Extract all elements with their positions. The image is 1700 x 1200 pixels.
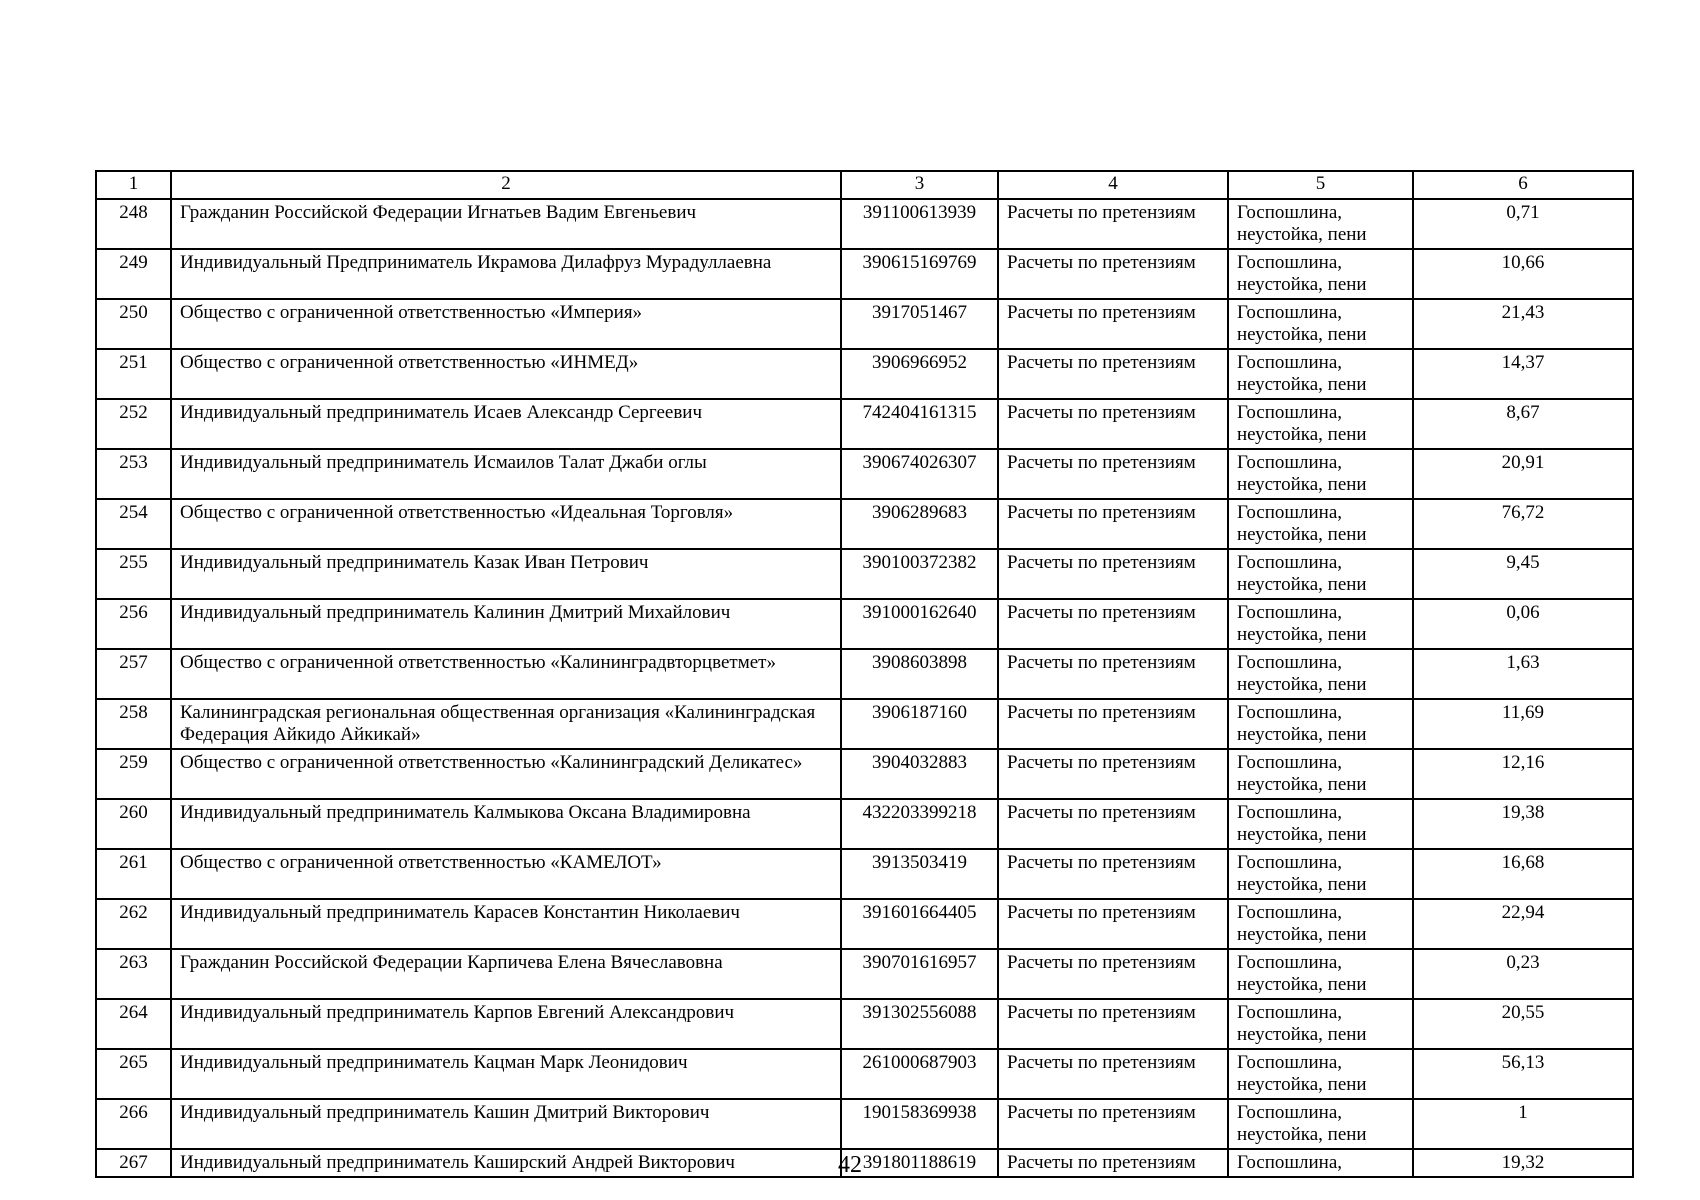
inn-cell: 3906187160 <box>841 699 998 749</box>
table-row <box>96 449 1633 499</box>
table-row <box>96 399 1633 449</box>
column-header-1: 1 <box>96 171 171 199</box>
table-row <box>96 499 1633 549</box>
payment-type-cell: Госпошлина, неустойка, пени <box>1228 249 1413 299</box>
payment-type-cell: Госпошлина, неустойка, пени <box>1228 199 1413 249</box>
table-row <box>96 699 1633 749</box>
row-number: 252 <box>96 399 171 449</box>
inn-cell: 390100372382 <box>841 549 998 599</box>
basis-cell: Расчеты по претензиям <box>998 699 1228 749</box>
row-number: 248 <box>96 199 171 249</box>
counterparty-name: Общество с ограниченной ответственностью «Идеальная Торговля» <box>171 499 841 549</box>
inn-cell: 3904032883 <box>841 749 998 799</box>
row-number: 262 <box>96 899 171 949</box>
row-number: 263 <box>96 949 171 999</box>
payment-type-cell: Госпошлина, <box>1228 1149 1413 1177</box>
amount-cell: 19,32 <box>1413 1149 1633 1177</box>
inn-cell: 432203399218 <box>841 799 998 849</box>
table-row <box>96 549 1633 599</box>
table-row <box>96 899 1633 949</box>
amount-cell: 1,63 <box>1413 649 1633 699</box>
row-number: 264 <box>96 999 171 1049</box>
payment-type-cell: Госпошлина, неустойка, пени <box>1228 799 1413 849</box>
page-number: 42 <box>838 1152 862 1178</box>
row-number: 260 <box>96 799 171 849</box>
payment-type-cell: Госпошлина, неустойка, пени <box>1228 849 1413 899</box>
basis-cell: Расчеты по претензиям <box>998 999 1228 1049</box>
basis-cell: Расчеты по претензиям <box>998 799 1228 849</box>
inn-cell: 3908603898 <box>841 649 998 699</box>
amount-cell: 56,13 <box>1413 1049 1633 1099</box>
amount-cell: 11,69 <box>1413 699 1633 749</box>
column-header-2: 2 <box>171 171 841 199</box>
counterparty-name: Общество с ограниченной ответственностью «ИНМЕД» <box>171 349 841 399</box>
payment-type-cell: Госпошлина, неустойка, пени <box>1228 1099 1413 1149</box>
amount-cell: 19,38 <box>1413 799 1633 849</box>
amount-cell: 0,23 <box>1413 949 1633 999</box>
table-row <box>96 999 1633 1049</box>
counterparty-name: Индивидуальный предприниматель Кашин Дмитрий Викторович <box>171 1099 841 1149</box>
payment-type-cell: Госпошлина, неустойка, пени <box>1228 549 1413 599</box>
amount-cell: 10,66 <box>1413 249 1633 299</box>
row-number: 265 <box>96 1049 171 1099</box>
row-number: 253 <box>96 449 171 499</box>
table-row <box>96 249 1633 299</box>
counterparty-name: Калининградская региональная общественная организация «Калининградская Федерация Айкидо Айкикай» <box>171 699 841 749</box>
counterparty-name: Индивидуальный предприниматель Кацман Марк Леонидович <box>171 1049 841 1099</box>
amount-cell: 9,45 <box>1413 549 1633 599</box>
payment-type-cell: Госпошлина, неустойка, пени <box>1228 399 1413 449</box>
row-number: 256 <box>96 599 171 649</box>
basis-cell: Расчеты по претензиям <box>998 249 1228 299</box>
counterparty-name: Индивидуальный предприниматель Карасев Константин Николаевич <box>171 899 841 949</box>
row-number: 251 <box>96 349 171 399</box>
table-row <box>96 1099 1633 1149</box>
row-number: 250 <box>96 299 171 349</box>
basis-cell: Расчеты по претензиям <box>998 949 1228 999</box>
basis-cell: Расчеты по претензиям <box>998 749 1228 799</box>
row-number: 267 <box>96 1149 171 1177</box>
table-row <box>96 799 1633 849</box>
amount-cell: 76,72 <box>1413 499 1633 549</box>
amount-cell: 12,16 <box>1413 749 1633 799</box>
payment-type-cell: Госпошлина, неустойка, пени <box>1228 949 1413 999</box>
amount-cell: 14,37 <box>1413 349 1633 399</box>
basis-cell: Расчеты по претензиям <box>998 199 1228 249</box>
registry-table <box>95 170 1634 1178</box>
payment-type-cell: Госпошлина, неустойка, пени <box>1228 649 1413 699</box>
amount-cell: 20,91 <box>1413 449 1633 499</box>
header-row <box>96 171 1633 199</box>
counterparty-name: Индивидуальный Предприниматель Икрамова Дилафруз Мурадуллаевна <box>171 249 841 299</box>
basis-cell: Расчеты по претензиям <box>998 649 1228 699</box>
column-header-4: 4 <box>998 171 1228 199</box>
payment-type-cell: Госпошлина, неустойка, пени <box>1228 699 1413 749</box>
counterparty-name: Индивидуальный предприниматель Исаев Александр Сергеевич <box>171 399 841 449</box>
amount-cell: 21,43 <box>1413 299 1633 349</box>
table-row <box>96 299 1633 349</box>
basis-cell: Расчеты по претензиям <box>998 1099 1228 1149</box>
table-row <box>96 649 1633 699</box>
counterparty-name: Общество с ограниченной ответственностью «Калининградский Деликатес» <box>171 749 841 799</box>
counterparty-name: Индивидуальный предприниматель Карпов Евгений Александрович <box>171 999 841 1049</box>
inn-cell: 3906289683 <box>841 499 998 549</box>
basis-cell: Расчеты по претензиям <box>998 549 1228 599</box>
amount-cell: 8,67 <box>1413 399 1633 449</box>
payment-type-cell: Госпошлина, неустойка, пени <box>1228 299 1413 349</box>
basis-cell: Расчеты по претензиям <box>998 849 1228 899</box>
payment-type-cell: Госпошлина, неустойка, пени <box>1228 749 1413 799</box>
row-number: 261 <box>96 849 171 899</box>
amount-cell: 0,71 <box>1413 199 1633 249</box>
inn-cell: 391302556088 <box>841 999 998 1049</box>
basis-cell: Расчеты по претензиям <box>998 449 1228 499</box>
column-header-3: 3 <box>841 171 998 199</box>
inn-cell: 261000687903 <box>841 1049 998 1099</box>
payment-type-cell: Госпошлина, неустойка, пени <box>1228 449 1413 499</box>
table-row <box>96 349 1633 399</box>
table-header <box>96 171 1633 199</box>
payment-type-cell: Госпошлина, неустойка, пени <box>1228 349 1413 399</box>
counterparty-name: Общество с ограниченной ответственностью «КАМЕЛОТ» <box>171 849 841 899</box>
row-number: 254 <box>96 499 171 549</box>
counterparty-name: Индивидуальный предприниматель Казак Иван Петрович <box>171 549 841 599</box>
amount-cell: 20,55 <box>1413 999 1633 1049</box>
basis-cell: Расчеты по претензиям <box>998 399 1228 449</box>
amount-cell: 1 <box>1413 1099 1633 1149</box>
inn-cell: 390701616957 <box>841 949 998 999</box>
amount-cell: 22,94 <box>1413 899 1633 949</box>
basis-cell: Расчеты по претензиям <box>998 349 1228 399</box>
table-row <box>96 849 1633 899</box>
basis-cell: Расчеты по претензиям <box>998 499 1228 549</box>
inn-cell: 3906966952 <box>841 349 998 399</box>
table-row <box>96 599 1633 649</box>
counterparty-name: Индивидуальный предприниматель Исмаилов Талат Джаби оглы <box>171 449 841 499</box>
counterparty-name: Гражданин Российской Федерации Карпичева Елена Вячеславовна <box>171 949 841 999</box>
counterparty-name: Гражданин Российской Федерации Игнатьев Вадим Евгеньевич <box>171 199 841 249</box>
counterparty-name: Общество с ограниченной ответственностью «Империя» <box>171 299 841 349</box>
basis-cell: Расчеты по претензиям <box>998 899 1228 949</box>
counterparty-name: Индивидуальный предприниматель Калинин Дмитрий Михайлович <box>171 599 841 649</box>
payment-type-cell: Госпошлина, неустойка, пени <box>1228 499 1413 549</box>
payment-type-cell: Госпошлина, неустойка, пени <box>1228 599 1413 649</box>
row-number: 259 <box>96 749 171 799</box>
inn-cell: 3917051467 <box>841 299 998 349</box>
row-number: 266 <box>96 1099 171 1149</box>
counterparty-name: Общество с ограниченной ответственностью «Калининградвторцветмет» <box>171 649 841 699</box>
inn-cell: 390674026307 <box>841 449 998 499</box>
inn-cell: 3913503419 <box>841 849 998 899</box>
row-number: 257 <box>96 649 171 699</box>
payment-type-cell: Госпошлина, неустойка, пени <box>1228 1049 1413 1099</box>
inn-cell: 390615169769 <box>841 249 998 299</box>
inn-cell: 391601664405 <box>841 899 998 949</box>
inn-cell: 391100613939 <box>841 199 998 249</box>
basis-cell: Расчеты по претензиям <box>998 1049 1228 1099</box>
counterparty-name: Индивидуальный предприниматель Калмыкова Оксана Владимировна <box>171 799 841 849</box>
row-number: 255 <box>96 549 171 599</box>
row-number: 258 <box>96 699 171 749</box>
amount-cell: 16,68 <box>1413 849 1633 899</box>
basis-cell: Расчеты по претензиям <box>998 299 1228 349</box>
table-row <box>96 949 1633 999</box>
basis-cell: Расчеты по претензиям <box>998 1149 1228 1177</box>
inn-cell: 391801188619 <box>841 1149 998 1177</box>
table-row <box>96 1049 1633 1099</box>
table-row <box>96 749 1633 799</box>
payment-type-cell: Госпошлина, неустойка, пени <box>1228 999 1413 1049</box>
payment-type-cell: Госпошлина, неустойка, пени <box>1228 899 1413 949</box>
row-number: 249 <box>96 249 171 299</box>
inn-cell: 742404161315 <box>841 399 998 449</box>
column-header-6: 6 <box>1413 171 1633 199</box>
counterparty-name: Индивидуальный предприниматель Каширский Андрей Викторович <box>171 1149 841 1177</box>
column-header-5: 5 <box>1228 171 1413 199</box>
table-body <box>96 199 1633 1177</box>
inn-cell: 391000162640 <box>841 599 998 649</box>
basis-cell: Расчеты по претензиям <box>998 599 1228 649</box>
amount-cell: 0,06 <box>1413 599 1633 649</box>
table-row <box>96 199 1633 249</box>
inn-cell: 190158369938 <box>841 1099 998 1149</box>
